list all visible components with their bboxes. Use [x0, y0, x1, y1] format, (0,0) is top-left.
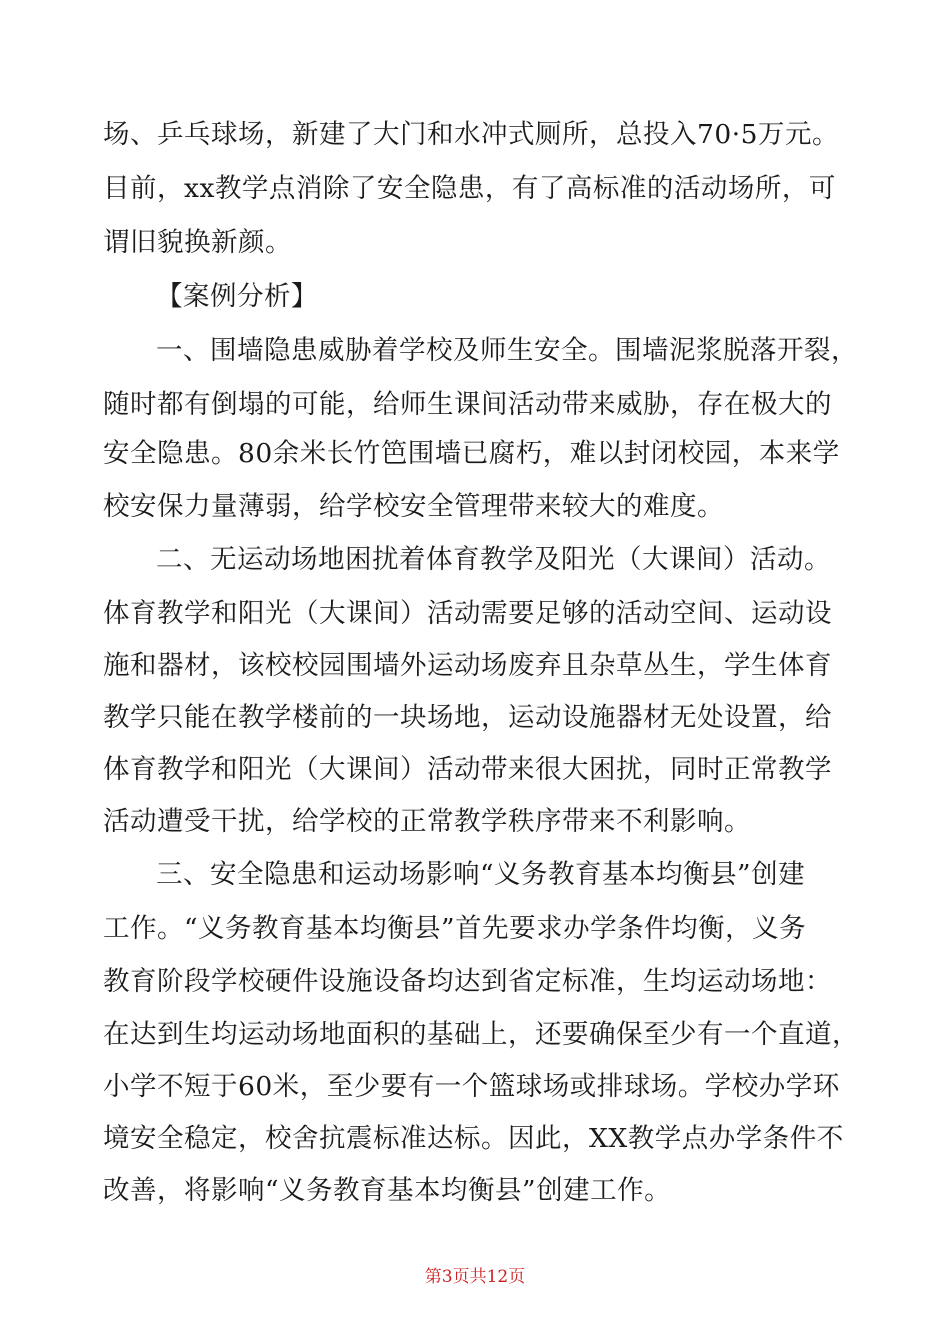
body-text-line: 场、乒乓球场，新建了大门和水冲式厕所，总投入70·5万元。 [103, 119, 840, 150]
body-text-line: 教育阶段学校硬件设施设备均达到省定标准，生均运动场地： [103, 966, 832, 997]
body-text-line: 在达到生均运动场地面积的基础上，还要确保至少有一个直道， [103, 1019, 859, 1050]
body-text-line: 小学不短于60米，至少要有一个篮球场或排球场。学校办学环 [103, 1071, 840, 1102]
body-text-line: 三、安全隐患和运动场影响“义务教育基本均衡县”创建 [156, 859, 806, 890]
body-text-line: 改善，将影响“义务教育基本均衡县”创建工作。 [103, 1175, 672, 1206]
section-heading: 【案例分析】 [156, 281, 318, 312]
body-text-line: 体育教学和阳光（大课间）活动需要足够的活动空间、运动设 [103, 598, 832, 629]
page-number-footer: 第3页共12页 [424, 1267, 526, 1287]
body-text-line: 工作。“义务教育基本均衡县”首先要求办学条件均衡，义务 [103, 913, 807, 944]
body-text-line: 二、无运动场地困扰着体育教学及阳光（大课间）活动。 [156, 544, 831, 575]
body-text-line: 体育教学和阳光（大课间）活动带来很大困扰，同时正常教学 [103, 754, 832, 785]
body-text-line: 境安全稳定，校舍抗震标准达标。因此，XX教学点办学条件不 [103, 1123, 844, 1154]
body-text-line: 一、围墙隐患威胁着学校及师生安全。围墙泥浆脱落开裂， [156, 335, 858, 366]
body-text-line: 教学只能在教学楼前的一块场地，运动设施器材无处设置，给 [103, 702, 832, 733]
body-text-line: 活动遭受干扰，给学校的正常教学秩序带来不利影响。 [103, 806, 751, 837]
body-text-line: 施和器材，该校校园围墙外运动场废弃且杂草丛生，学生体育 [103, 650, 832, 681]
body-text-line: 校安保力量薄弱，给学校安全管理带来较大的难度。 [103, 491, 724, 522]
body-text-line: 目前，xx教学点消除了安全隐患，有了高标准的活动场所，可 [103, 173, 836, 204]
body-text-line: 安全隐患。80余米长竹笆围墙已腐朽，难以封闭校园，本来学 [103, 438, 840, 469]
body-text-line: 随时都有倒塌的可能，给师生课间活动带来威胁，存在极大的 [103, 389, 832, 420]
body-text-line: 谓旧貌换新颜。 [103, 227, 292, 258]
